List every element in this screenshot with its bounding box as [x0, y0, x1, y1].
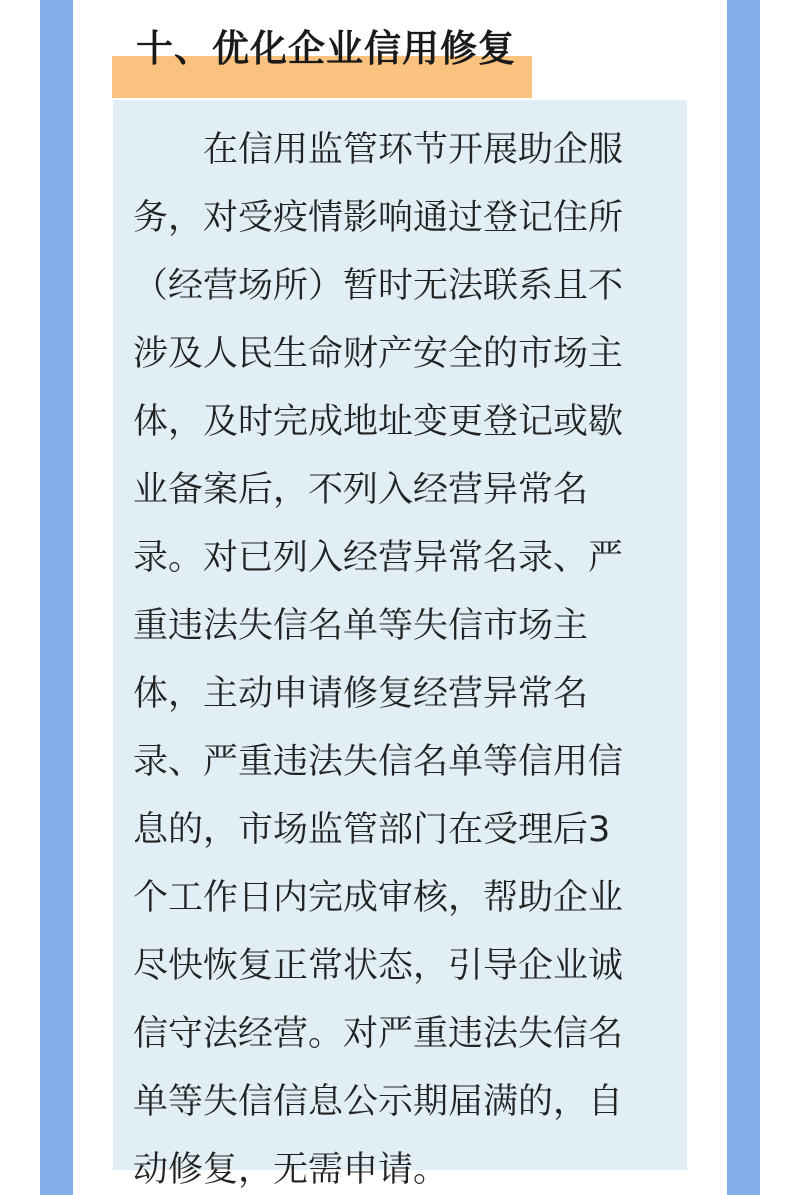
paragraph-line: 息的，市场监管部门在受理后3 — [133, 810, 611, 850]
right-side-bar — [727, 0, 760, 1195]
paragraph-line: 务，对受疫情影响通过登记住所 — [133, 198, 624, 238]
heading-title: 十、优化企业信用修复 — [136, 27, 516, 70]
section-heading — [112, 18, 532, 82]
left-side-bar — [40, 0, 73, 1195]
paragraph-line: 动修复，无需申请。 — [133, 1150, 449, 1190]
paragraph-line: 信守法经营。对严重违法失信名 — [133, 1014, 624, 1054]
paragraph-line: 涉及人民生命财产安全的市场主 — [133, 334, 624, 374]
paragraph-panel — [113, 100, 687, 1190]
paragraph-line: 业备案后，不列入经营异常名 — [133, 470, 589, 510]
paragraph-line: 个工作日内完成审核，帮助企业 — [133, 878, 624, 918]
paragraph-line: （经营场所）暂时无法联系且不 — [133, 266, 624, 306]
paragraph-line: 体，主动申请修复经营异常名 — [133, 674, 589, 714]
paragraph-line: 体，及时完成地址变更登记或歇 — [133, 402, 624, 442]
paragraph-line: 重违法失信名单等失信市场主 — [133, 606, 589, 646]
paragraph-line: 在信用监管环节开展助企服 — [133, 130, 624, 170]
paragraph-line: 录、严重违法失信名单等信用信 — [133, 742, 624, 782]
paragraph-line: 尽快恢复正常状态，引导企业诚 — [133, 946, 624, 986]
paragraph-line: 单等失信信息公示期届满的，自 — [133, 1082, 624, 1122]
paragraph-line: 录。对已列入经营异常名录、严 — [133, 538, 624, 578]
